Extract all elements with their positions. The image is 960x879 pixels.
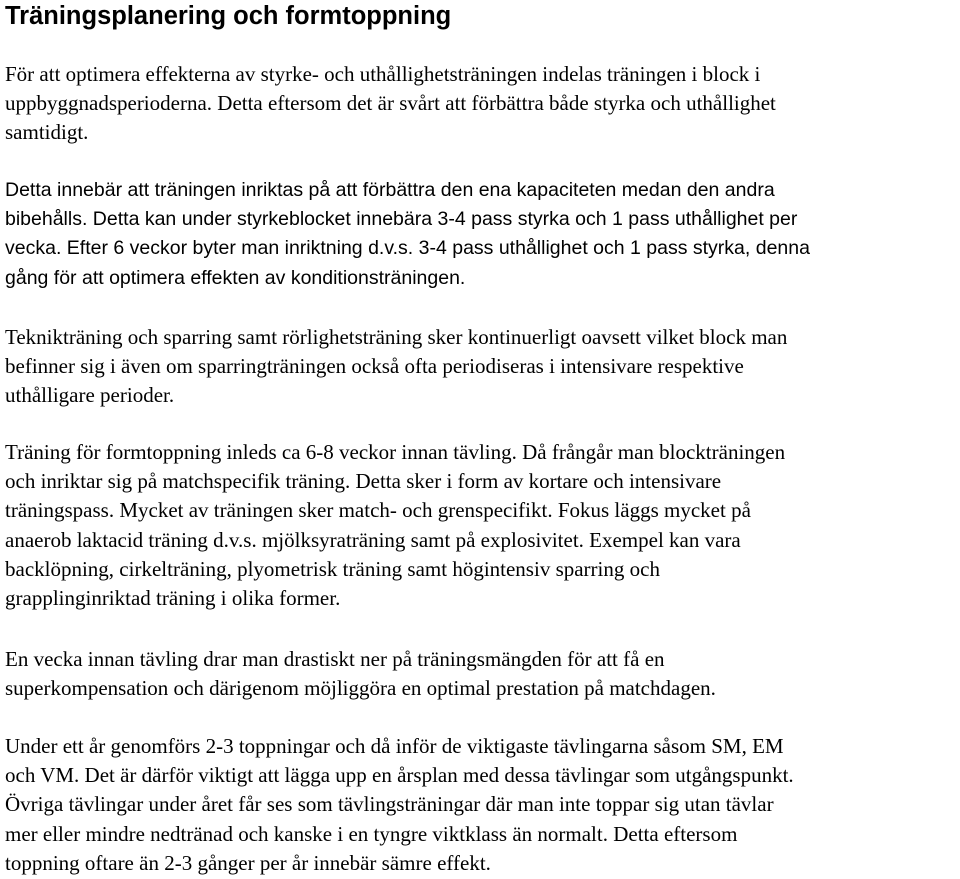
text-line: toppning oftare än 2-3 gånger per år innebär sämre effekt. bbox=[5, 850, 491, 875]
text-line: uthålligare perioder. bbox=[5, 383, 175, 408]
text-line: Detta innebär att träningen inriktas på att förbättra den ena kapaciteten medan den andra bbox=[5, 179, 775, 201]
text-line: och VM. Det är därför viktigt att lägga upp en årsplan med dessa tävlingar som utgångspunkt. bbox=[5, 763, 794, 788]
paragraph-3 bbox=[5, 323, 957, 411]
document-title: Träningsplanering och formtoppning bbox=[5, 2, 452, 30]
paragraph-4 bbox=[5, 438, 957, 613]
text-line: mer eller mindre nedtränad och kanske i en tyngre viktklass än normalt. Detta eftersom bbox=[5, 821, 738, 846]
paragraph-2 bbox=[5, 176, 950, 293]
paragraph-6 bbox=[5, 732, 957, 878]
text-line: uppbyggnadsperioderna. Detta eftersom det är svårt att förbättra både styrka och uthållighet bbox=[5, 91, 776, 116]
text-line: Träning för formtoppning inleds ca 6-8 veckor innan tävling. Då frångår man blockträningen bbox=[5, 440, 786, 464]
text-line: Övriga tävlingar under året får ses som tävlingsträningar där man inte toppar sig utan tävlar bbox=[5, 792, 774, 817]
text-line: befinner sig i även om sparringträningen också ofta periodiseras i intensivare respektive bbox=[5, 354, 744, 379]
text-line: samtidigt. bbox=[5, 120, 89, 145]
text-line: För att optimera effekterna av styrke- och uthållighetsträningen indelas träningen i block i bbox=[5, 62, 761, 86]
text-line: Under ett år genomförs 2-3 toppningar och då inför de viktigaste tävlingarna såsom SM, EM bbox=[5, 734, 784, 758]
text-line: Teknikträning och sparring samt rörlighetsträning sker kontinuerligt oavsett vilket block man bbox=[5, 325, 788, 349]
text-line: En vecka innan tävling drar man drastiskt ner på träningsmängden för att få en bbox=[5, 647, 665, 671]
text-line: och inriktar sig på matchspecifik träning. Detta sker i form av kortare och intensivare bbox=[5, 469, 722, 494]
text-line: gång för att optimera effekten av konditionsträningen. bbox=[5, 266, 466, 289]
text-line: anaerob laktacid träning d.v.s. mjölksyraträning samt på explosivitet. Exempel kan vara bbox=[5, 527, 741, 552]
paragraph-5 bbox=[5, 645, 957, 703]
text-line: superkompensation och därigenom möjliggöra en optimal prestation på matchdagen. bbox=[5, 676, 716, 701]
text-line: grapplinginriktad träning i olika former. bbox=[5, 586, 341, 611]
paragraph-1 bbox=[5, 60, 957, 148]
text-line: vecka. Efter 6 veckor byter man inriktning d.v.s. 3-4 pass uthållighet och 1 pass styrka, denna bbox=[5, 237, 810, 260]
text-line: bibehålls. Detta kan under styrkeblocket innebära 3-4 pass styrka och 1 pass uthållighet per bbox=[5, 208, 798, 231]
text-line: träningspass. Mycket av träningen sker match- och grenspecifikt. Fokus läggs mycket på bbox=[5, 498, 751, 523]
text-line: backlöpning, cirkelträning, plyometrisk träning samt högintensiv sparring och bbox=[5, 556, 660, 581]
